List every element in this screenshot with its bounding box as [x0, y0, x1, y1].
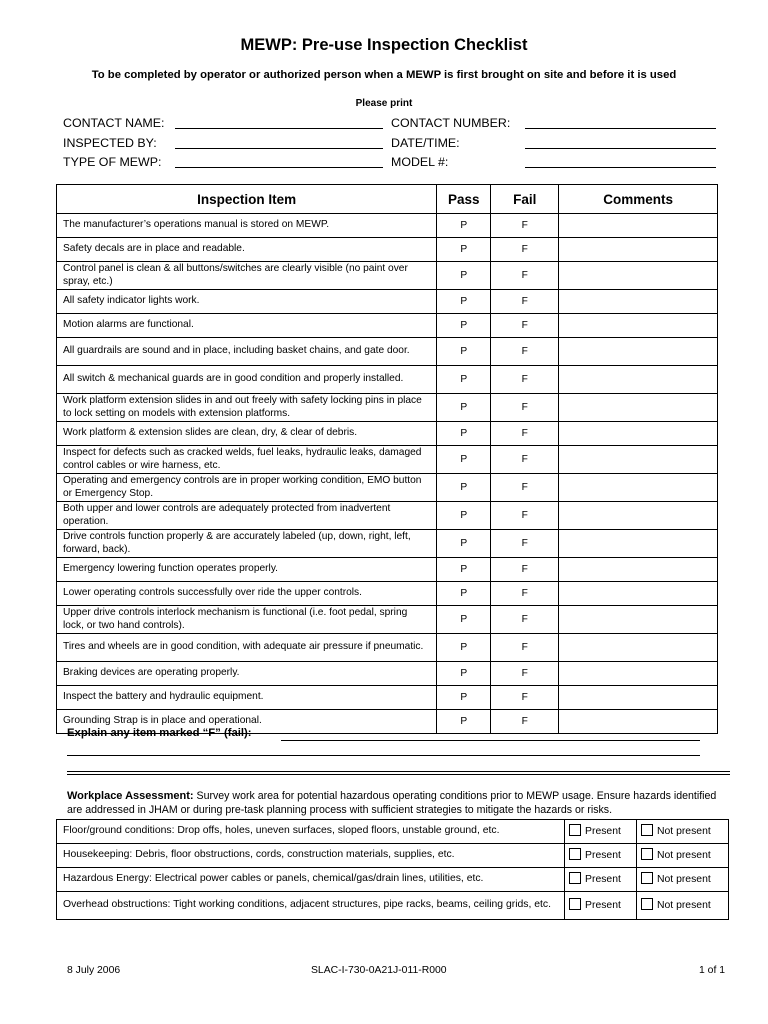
- explain-fail-label: Explain any item marked “F” (fail):: [67, 727, 252, 739]
- pass-mark[interactable]: P: [437, 422, 491, 446]
- pass-mark[interactable]: P: [437, 530, 491, 558]
- inspected-by-field[interactable]: [175, 134, 383, 149]
- present-label: Present: [585, 900, 621, 912]
- not-present-option[interactable]: [637, 868, 729, 892]
- table-row: [57, 394, 718, 422]
- footer-date: 8 July 2006: [67, 965, 121, 976]
- fail-mark[interactable]: F: [491, 238, 559, 262]
- fail-mark[interactable]: F: [491, 474, 559, 502]
- comments-cell[interactable]: [559, 314, 718, 338]
- inspection-table: [56, 184, 718, 734]
- header-inspection-item: Inspection Item: [57, 185, 437, 214]
- model-number-field[interactable]: [525, 153, 716, 168]
- contact-name-field[interactable]: [175, 114, 383, 129]
- fail-mark[interactable]: F: [491, 662, 559, 686]
- not-present-option[interactable]: [637, 820, 729, 844]
- contact-name-label: CONTACT NAME:: [63, 116, 165, 130]
- pass-mark[interactable]: P: [437, 502, 491, 530]
- not-present-checkbox[interactable]: [641, 898, 653, 910]
- table-row: [57, 474, 718, 502]
- fail-mark[interactable]: F: [491, 422, 559, 446]
- table-row: [57, 262, 718, 290]
- inspection-item-text: Inspect for defects such as cracked welds, fuel leaks, hydraulic leaks, damaged control cables or wire harness, etc.: [57, 446, 437, 474]
- table-row: [57, 634, 718, 662]
- comments-cell[interactable]: [559, 366, 718, 394]
- comments-cell[interactable]: [559, 502, 718, 530]
- not-present-checkbox[interactable]: [641, 872, 653, 884]
- pass-mark[interactable]: P: [437, 290, 491, 314]
- present-label: Present: [585, 826, 621, 838]
- inspection-item-text: The manufacturer’s operations manual is stored on MEWP.: [57, 214, 437, 238]
- table-row: [57, 686, 718, 710]
- workplace-assessment-heading: Workplace Assessment:: [67, 790, 194, 802]
- pass-mark[interactable]: P: [437, 394, 491, 422]
- comments-cell[interactable]: [559, 558, 718, 582]
- inspection-table-body: [57, 214, 718, 734]
- table-row: [57, 892, 729, 920]
- inspection-item-text: Emergency lowering function operates properly.: [57, 558, 437, 582]
- not-present-label: Not present: [657, 850, 711, 862]
- table-row: [57, 446, 718, 474]
- workplace-assessment-intro: [67, 790, 727, 817]
- comments-cell[interactable]: [559, 530, 718, 558]
- comments-cell[interactable]: [559, 338, 718, 366]
- fail-mark[interactable]: F: [491, 446, 559, 474]
- present-option[interactable]: [565, 892, 637, 920]
- not-present-checkbox[interactable]: [641, 824, 653, 836]
- present-option[interactable]: [565, 844, 637, 868]
- comments-cell[interactable]: [559, 446, 718, 474]
- inspection-item-text: Control panel is clean & all buttons/switches are clearly visible (no paint over spray, etc.): [57, 262, 437, 290]
- pass-mark[interactable]: P: [437, 262, 491, 290]
- fail-mark[interactable]: F: [491, 314, 559, 338]
- inspection-item-text: Drive controls function properly & are accurately labeled (up, down, right, left, forward, back).: [57, 530, 437, 558]
- comments-cell[interactable]: [559, 686, 718, 710]
- comments-cell[interactable]: [559, 262, 718, 290]
- present-checkbox[interactable]: [569, 824, 581, 836]
- fail-mark[interactable]: F: [491, 710, 559, 734]
- hazard-description: Housekeeping: Debris, floor obstructions, cords, construction materials, supplies, etc.: [57, 844, 565, 868]
- table-row: [57, 214, 718, 238]
- contact-number-field[interactable]: [525, 114, 716, 129]
- header-comments: Comments: [559, 185, 718, 214]
- inspection-item-text: Tires and wheels are in good condition, with adequate air pressure if pneumatic.: [57, 634, 437, 662]
- header-pass: Pass: [437, 185, 491, 214]
- pass-mark[interactable]: P: [437, 474, 491, 502]
- contact-number-label: CONTACT NUMBER:: [391, 116, 511, 130]
- table-row: [57, 238, 718, 262]
- inspection-item-text: Operating and emergency controls are in proper working condition, EMO button or Emergency Stop.: [57, 474, 437, 502]
- inspection-item-text: Work platform extension slides in and out freely with safety locking pins in place to lock setting on models with extension platforms.: [57, 394, 437, 422]
- pass-mark[interactable]: P: [437, 446, 491, 474]
- pass-mark[interactable]: P: [437, 558, 491, 582]
- inspection-item-text: Grounding Strap is in place and operational.: [57, 710, 437, 734]
- comments-cell[interactable]: [559, 394, 718, 422]
- pass-mark[interactable]: P: [437, 686, 491, 710]
- date-time-label: DATE/TIME:: [391, 135, 460, 150]
- inspection-item-text: All safety indicator lights work.: [57, 290, 437, 314]
- fail-mark[interactable]: F: [491, 214, 559, 238]
- inspection-table-header: [57, 185, 718, 214]
- comments-cell[interactable]: [559, 290, 718, 314]
- contact-fields-right: [391, 114, 716, 173]
- workplace-assessment-table: [56, 819, 729, 920]
- page-subtitle: To be completed by operator or authorized person when a MEWP is first brought on site and before it is used: [91, 69, 677, 81]
- section-divider-top: [67, 771, 730, 772]
- pass-mark[interactable]: P: [437, 214, 491, 238]
- header-fail: Fail: [491, 185, 559, 214]
- fail-mark[interactable]: F: [491, 582, 559, 606]
- not-present-label: Not present: [657, 826, 711, 838]
- pass-mark[interactable]: P: [437, 238, 491, 262]
- footer-page: 1 of 1: [699, 965, 725, 976]
- fail-mark[interactable]: F: [491, 558, 559, 582]
- present-label: Present: [585, 850, 621, 862]
- table-row: [57, 314, 718, 338]
- footer-doc-id: SLAC-I-730-0A21J-011-R000: [311, 965, 447, 976]
- explain-line-2[interactable]: [67, 755, 700, 756]
- fail-mark[interactable]: F: [491, 366, 559, 394]
- present-checkbox[interactable]: [569, 848, 581, 860]
- pass-mark[interactable]: P: [437, 634, 491, 662]
- present-checkbox[interactable]: [569, 872, 581, 884]
- pass-mark[interactable]: P: [437, 314, 491, 338]
- pass-mark[interactable]: P: [437, 366, 491, 394]
- pass-mark[interactable]: P: [437, 582, 491, 606]
- inspection-item-text: Motion alarms are functional.: [57, 314, 437, 338]
- fail-mark[interactable]: F: [491, 290, 559, 314]
- comments-cell[interactable]: [559, 662, 718, 686]
- type-of-mewp-field[interactable]: [175, 153, 383, 168]
- pass-mark[interactable]: P: [437, 606, 491, 634]
- table-row: [57, 820, 729, 844]
- please-print-note: Please print: [355, 98, 413, 109]
- not-present-option[interactable]: [637, 892, 729, 920]
- workplace-assessment-text: Survey work area for potential hazardous operating conditions prior to MEWP usage. Ensure hazards identified are addressed in JHAM or during pre-task planning process with sufficient strategies to mitigate the hazards or risks.: [67, 790, 717, 816]
- pass-mark[interactable]: P: [437, 338, 491, 366]
- comments-cell[interactable]: [559, 582, 718, 606]
- not-present-label: Not present: [657, 874, 711, 886]
- table-row: [57, 844, 729, 868]
- inspection-item-text: Inspect the battery and hydraulic equipment.: [57, 686, 437, 710]
- present-option[interactable]: [565, 820, 637, 844]
- table-row: [57, 530, 718, 558]
- page-title: MEWP: Pre-use Inspection Checklist: [240, 36, 528, 54]
- inspection-item-text: Braking devices are operating properly.: [57, 662, 437, 686]
- comments-cell[interactable]: [559, 710, 718, 734]
- inspection-item-text: Upper drive controls interlock mechanism is functional (i.e. foot pedal, spring lock, or two hand controls).: [57, 606, 437, 634]
- comments-cell[interactable]: [559, 238, 718, 262]
- fail-mark[interactable]: F: [491, 338, 559, 366]
- fail-mark[interactable]: F: [491, 262, 559, 290]
- comments-cell[interactable]: [559, 214, 718, 238]
- fail-mark[interactable]: F: [491, 606, 559, 634]
- present-option[interactable]: [565, 868, 637, 892]
- explain-line-1[interactable]: [281, 740, 700, 741]
- table-row: [57, 366, 718, 394]
- fail-mark[interactable]: F: [491, 394, 559, 422]
- type-of-mewp-label: TYPE OF MEWP:: [63, 155, 162, 169]
- inspection-item-text: Lower operating controls successfully over ride the upper controls.: [57, 582, 437, 606]
- comments-cell[interactable]: [559, 474, 718, 502]
- comments-cell[interactable]: [559, 422, 718, 446]
- inspection-item-text: Work platform & extension slides are clean, dry, & clear of debris.: [57, 422, 437, 446]
- table-row: [57, 338, 718, 366]
- inspection-item-text: All switch & mechanical guards are in good condition and properly installed.: [57, 366, 437, 394]
- table-row: [57, 662, 718, 686]
- inspection-item-text: All guardrails are sound and in place, including basket chains, and gate door.: [57, 338, 437, 366]
- inspection-item-text: Both upper and lower controls are adequately protected from inadvertent operation.: [57, 502, 437, 530]
- hazard-description: Hazardous Energy: Electrical power cables or panels, chemical/gas/drain lines, utilities, etc.: [57, 868, 565, 892]
- not-present-label: Not present: [657, 900, 711, 912]
- not-present-option[interactable]: [637, 844, 729, 868]
- fail-mark[interactable]: F: [491, 502, 559, 530]
- present-label: Present: [585, 874, 621, 886]
- contact-fields-left: [63, 114, 383, 173]
- table-row: [57, 606, 718, 634]
- comments-cell[interactable]: [559, 634, 718, 662]
- table-row: [57, 558, 718, 582]
- inspection-item-text: Safety decals are in place and readable.: [57, 238, 437, 262]
- table-row: [57, 290, 718, 314]
- present-checkbox[interactable]: [569, 898, 581, 910]
- hazard-description: Overhead obstructions: Tight working conditions, adjacent structures, pipe racks, beams, ceiling grids, etc.: [57, 892, 565, 920]
- pass-mark[interactable]: P: [437, 662, 491, 686]
- table-row: [57, 422, 718, 446]
- fail-mark[interactable]: F: [491, 530, 559, 558]
- table-row: [57, 502, 718, 530]
- table-row: [57, 868, 729, 892]
- section-divider-bottom: [67, 774, 730, 775]
- fail-mark[interactable]: F: [491, 634, 559, 662]
- model-number-label: MODEL #:: [391, 155, 449, 169]
- date-time-field[interactable]: [525, 134, 716, 149]
- fail-mark[interactable]: F: [491, 686, 559, 710]
- inspected-by-label: INSPECTED BY:: [63, 135, 157, 150]
- hazard-description: Floor/ground conditions: Drop offs, holes, uneven surfaces, sloped floors, unstable ground, etc.: [57, 820, 565, 844]
- comments-cell[interactable]: [559, 606, 718, 634]
- not-present-checkbox[interactable]: [641, 848, 653, 860]
- pass-mark[interactable]: P: [437, 710, 491, 734]
- table-row: [57, 582, 718, 606]
